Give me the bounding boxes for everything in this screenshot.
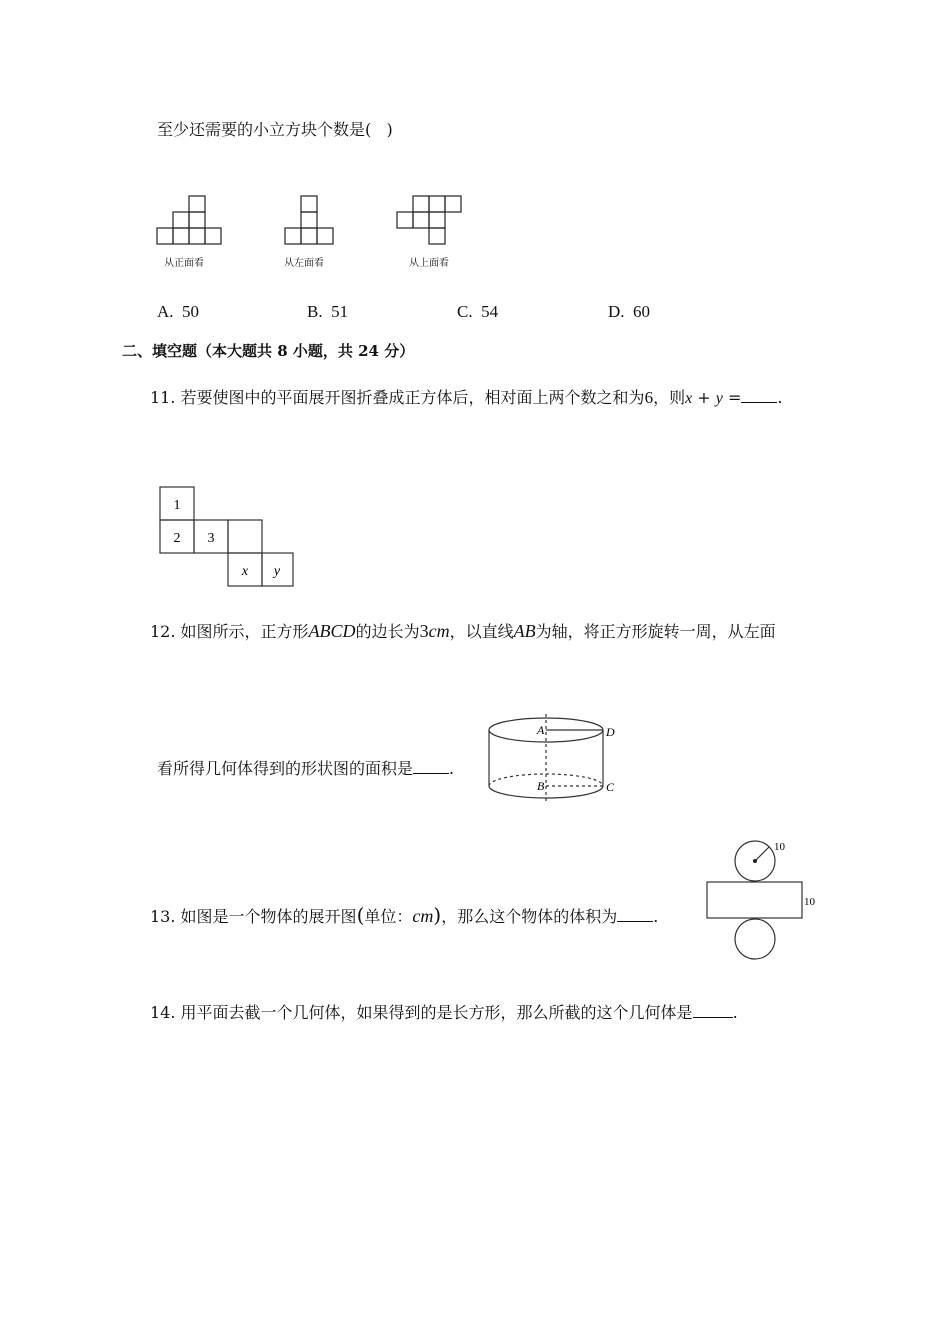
option-a[interactable]: A. 50 bbox=[157, 302, 200, 321]
left-view-figure bbox=[283, 194, 339, 250]
option-b[interactable]: B. 51 bbox=[307, 302, 349, 321]
answer-blank[interactable] bbox=[693, 1003, 733, 1018]
cylinder-net-figure bbox=[700, 836, 825, 962]
point-b-label: B bbox=[537, 779, 545, 793]
net-cell-1: 1 bbox=[173, 498, 181, 513]
net-cell-3: 3 bbox=[207, 531, 215, 546]
point-d-label: D bbox=[606, 725, 615, 739]
q14-stem: 14. 用平面去截一个几何体，如果得到的是长方形，那么所截的这个几何体是 . bbox=[150, 1003, 738, 1022]
net-cell-2: 2 bbox=[173, 531, 181, 546]
q13-stem: 13. 如图是一个物体的展开图(单位：cm)，那么这个物体的体积为 . bbox=[150, 903, 659, 927]
left-view-label: 从左面看 bbox=[284, 258, 324, 269]
option-d[interactable]: D. 60 bbox=[608, 302, 651, 321]
q12-stem-line2: 看所得几何体得到的形状图的面积是 . bbox=[157, 759, 455, 778]
top-view-figure bbox=[395, 194, 467, 250]
q10-stem: 至少还需要的小立方块个数是( ) bbox=[157, 120, 393, 139]
answer-blank[interactable] bbox=[617, 907, 653, 922]
net-cell-x: x bbox=[241, 564, 249, 579]
option-c[interactable]: C. 54 bbox=[457, 302, 499, 321]
cube-net-figure bbox=[158, 486, 296, 590]
point-c-label: C bbox=[606, 780, 615, 794]
section-heading: 二、填空题（本大题共 8 小题，共 24 分） bbox=[122, 342, 415, 360]
answer-blank[interactable] bbox=[741, 388, 777, 403]
front-view-figure bbox=[155, 194, 225, 250]
q11-stem: 11. 若要使图中的平面展开图折叠成正方体后，相对面上两个数之和为6，则x + y = . bbox=[150, 388, 783, 407]
top-view-label: 从上面看 bbox=[409, 258, 449, 269]
diameter-label: 10 bbox=[774, 841, 785, 853]
front-view-label: 从正面看 bbox=[164, 258, 204, 269]
net-cell-y: y bbox=[273, 564, 281, 579]
answer-blank[interactable] bbox=[413, 759, 449, 774]
point-a-label: A bbox=[537, 723, 545, 737]
q12-stem-line1: 12. 如图所示，正方形ABCD的边长为3cm，以直线AB为轴，将正方形旋转一周，从左面 bbox=[150, 621, 776, 641]
height-label: 10 bbox=[804, 896, 815, 908]
cylinder-figure bbox=[485, 710, 625, 806]
